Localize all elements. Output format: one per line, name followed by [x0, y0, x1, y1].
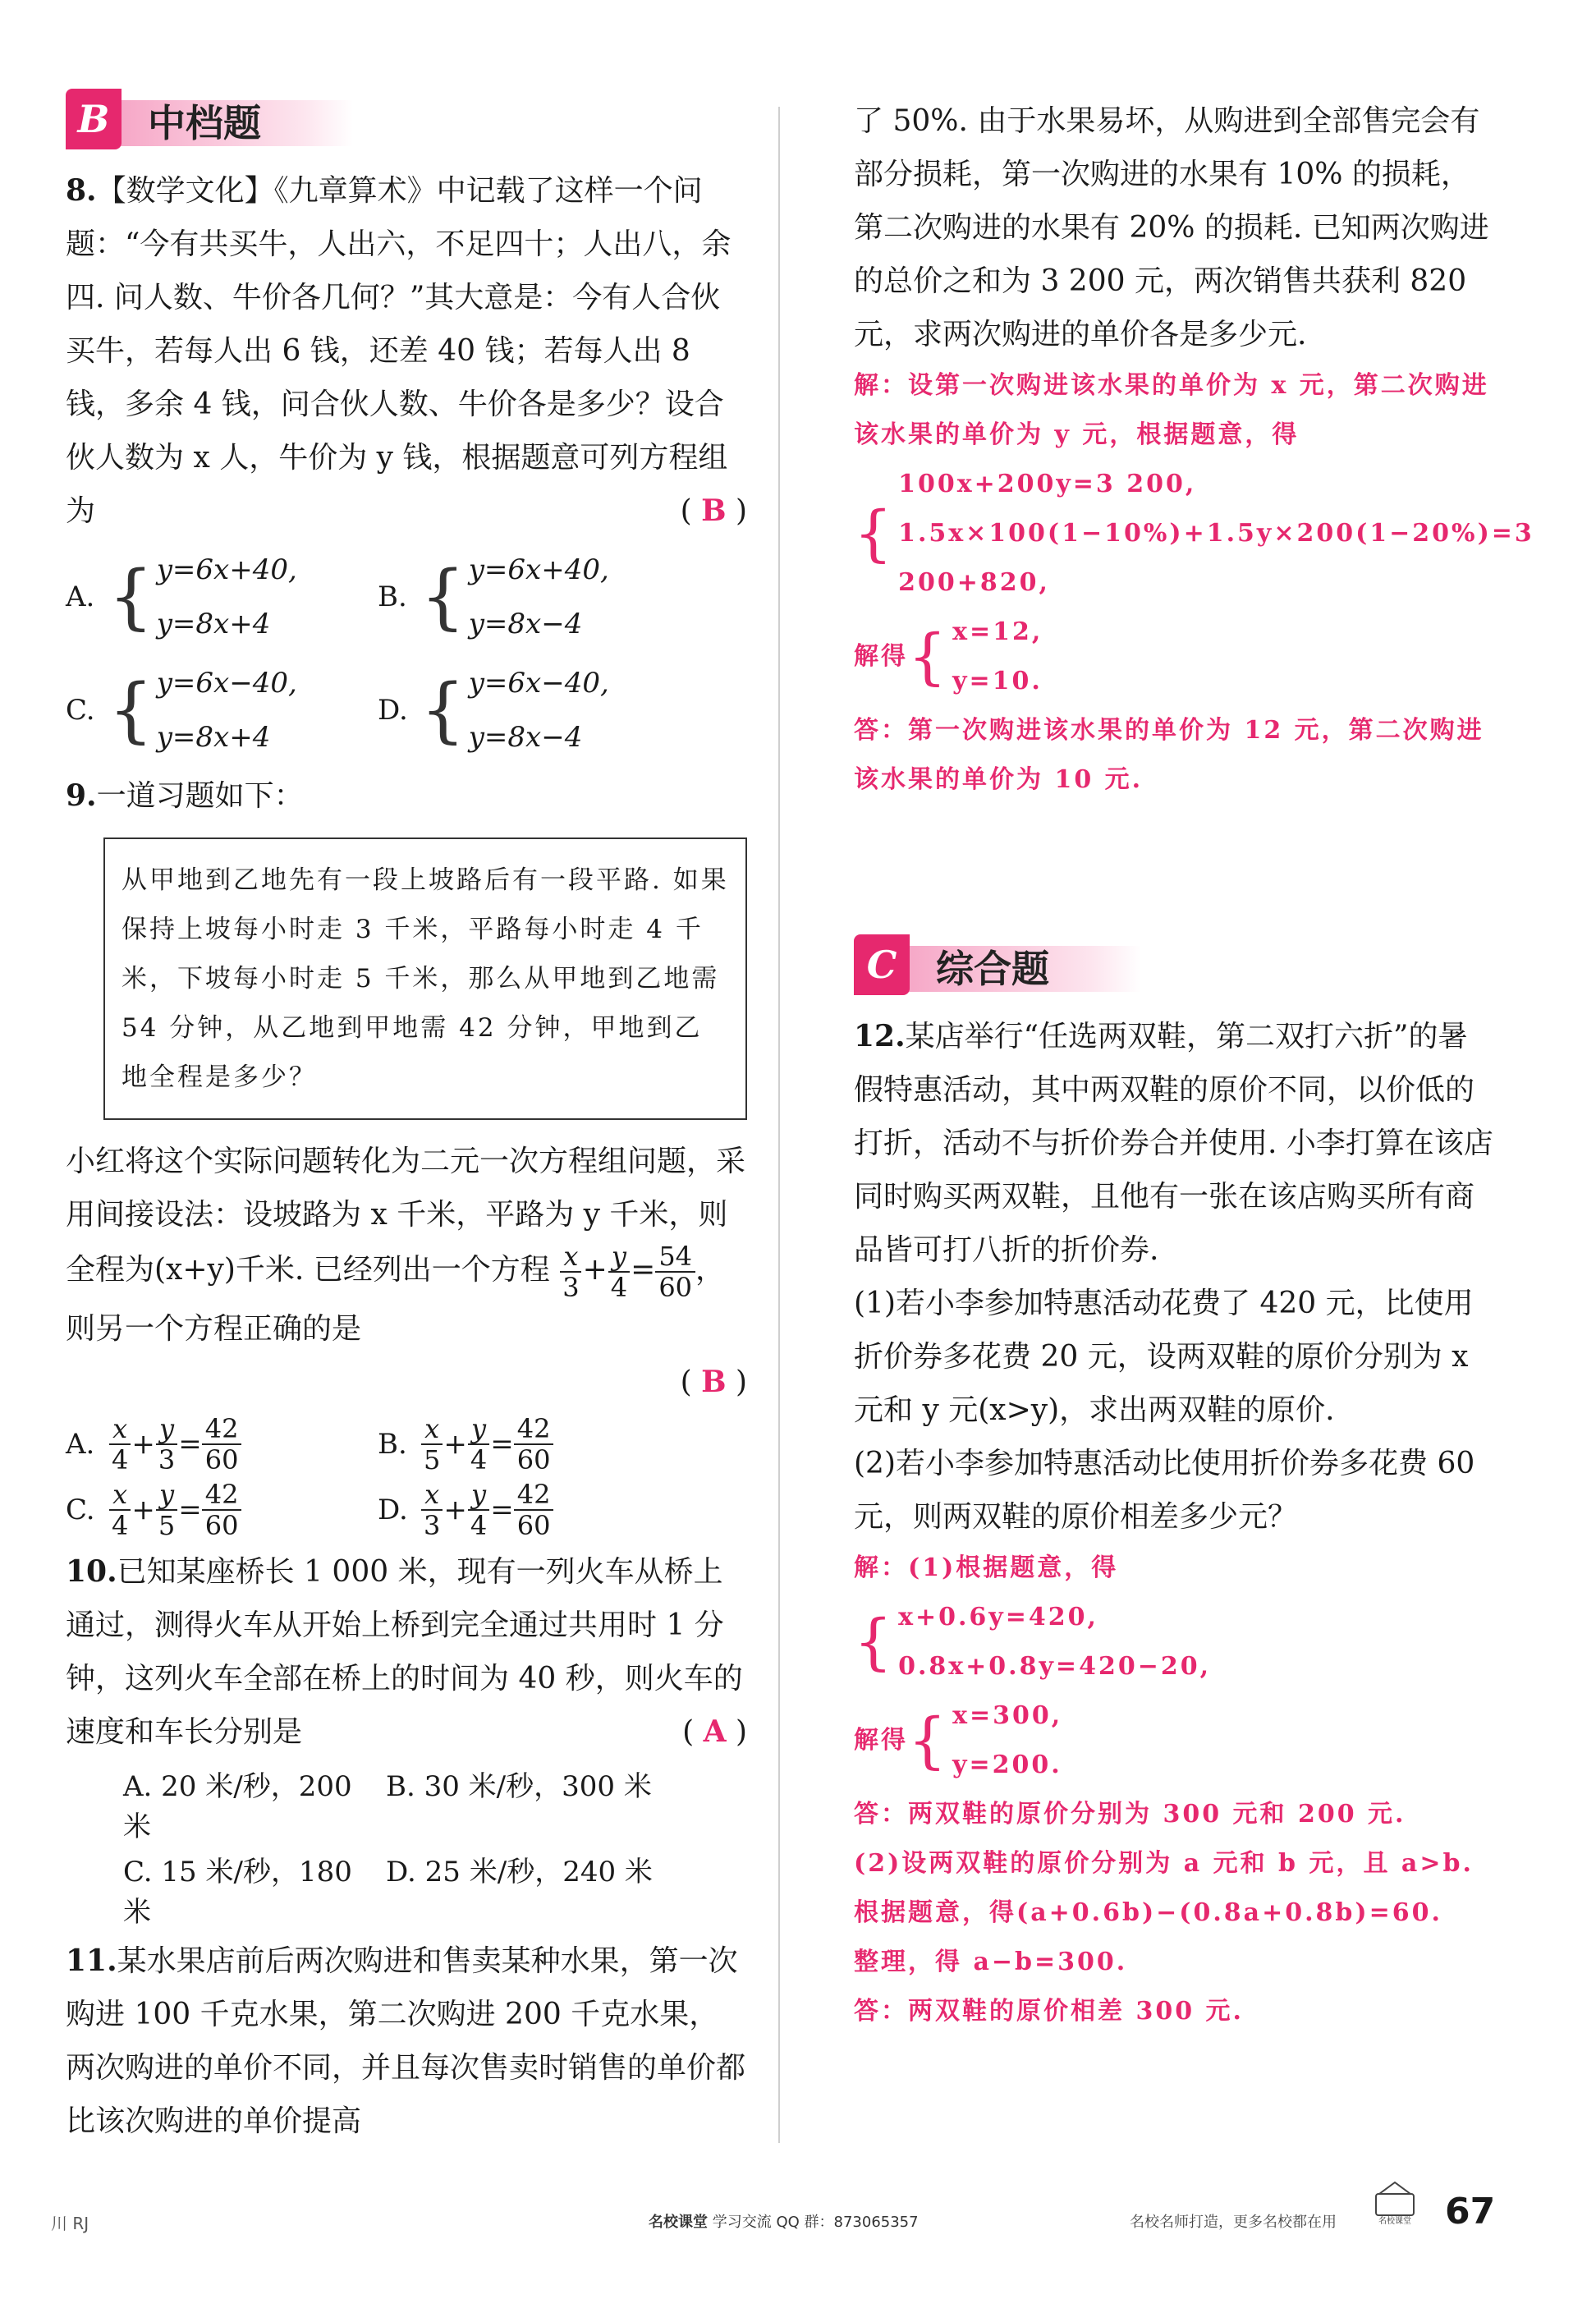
question-8-option-d[interactable] [378, 656, 690, 764]
fraction: $\frac{x}{5}$ [420, 1414, 443, 1475]
column-divider [778, 107, 780, 2143]
solution-answer-2: 答：两双鞋的原价相差 300 元. [854, 1997, 1244, 2026]
solution-part-2-equation: 根据题意，得(a+0.6b)−(0.8a+0.8b)=60. [854, 1898, 1442, 1927]
solution-part-2-simplify: 整理，得 a−b=300. [854, 1948, 1128, 1976]
fraction: $\frac{54}{60}$ [655, 1241, 695, 1302]
solution-part-2-setup: (2)设两双鞋的原价分别为 a 元和 b 元，且 a>b. [854, 1849, 1474, 1878]
question-10-option-d[interactable]: D. 25 米/秒，240 米 [386, 1856, 653, 1888]
question-11-solution [854, 361, 1534, 805]
question-9-option-d[interactable]: D. $\frac{x}{3}$ + $\frac{y}{4}$ = $\frac{42}{60}$ [378, 1480, 690, 1540]
question-9-problem-box: 从甲地到乙地先有一段上坡路后有一段平路. 如果保持上坡每小时走 3 千米，平路每小时走 4 千米，下坡每小时走 5 千米，那么从甲地到乙地需 54 分钟，从乙地到甲地需 42 分钟，甲地到乙地全程是多少？ [103, 837, 747, 1120]
question-10-options-row-1 [66, 1764, 747, 1844]
question-10-option-b[interactable]: B. 30 米/秒，300 米 [386, 1770, 652, 1803]
question-9-text-2: ，则另一个方程正确的是 [66, 1253, 726, 1346]
page-number: 67 [1445, 2191, 1496, 2233]
question-10-answer-paren: ( A ) [682, 1714, 747, 1749]
solution-system [854, 1593, 1494, 1691]
brand-logo-icon [1369, 2177, 1420, 2225]
option-label: B. [378, 1428, 407, 1461]
question-8-option-b[interactable] [378, 543, 690, 651]
equation: 1.5x×100(1−10%)+1.5y×200(1−20%)=3 200+820, [898, 519, 1534, 597]
equation: x+0.6y=420, [898, 1603, 1098, 1631]
question-8-answer-paren: ( B ) [680, 493, 747, 528]
question-10-number: 10. [66, 1554, 117, 1589]
equation: y=6x−40, [156, 667, 297, 700]
fraction: $\frac{42}{60}$ [202, 1480, 242, 1540]
fraction: $\frac{x}{4}$ [108, 1480, 131, 1540]
equation: x=12, [952, 617, 1043, 646]
solved-label: 解得 [854, 1726, 908, 1755]
option-label: C. [66, 694, 95, 727]
equation: y=6x+40, [156, 553, 297, 586]
fraction: $\frac{42}{60}$ [202, 1414, 242, 1475]
solution-answer-1: 答：两双鞋的原价分别为 300 元和 200 元. [854, 1800, 1406, 1829]
question-11-continued: 了 50%. 由于水果易坏，从购进到全部售完会有部分损耗，第一次购进的水果有 10% 的损耗，第二次购进的水果有 20% 的损耗. 已知两次购进的总价之和为 3 200 元，两次销售共获利 820 元，求两次购进的单价各是多少元. [854, 104, 1489, 351]
solution-setup: 解：设第一次购进该水果的单价为 x 元，第二次购进该水果的单价为 y 元，根据题意，得 [854, 371, 1489, 449]
question-9-answer-line: ( B ) [680, 1365, 747, 1399]
question-8-options-row-2 [66, 656, 747, 764]
option-label: A. [66, 1428, 95, 1461]
section-c-header [854, 928, 1494, 1002]
question-10-option-c[interactable]: C. 15 米/秒，180 米 [123, 1856, 352, 1929]
question-8 [66, 164, 747, 538]
question-9-body: 小红将这个实际问题转化为二元一次方程组问题，采用间接设法：设坡路为 x 千米，平路为 y 千米，则全程为(x+y)千米. 已经列出一个方程 $\frac{x}{3}$ + $\frac{y}{4}$ = $\frac{54}{60}$ ，则另一个方程正确的是 [66, 1145, 746, 1346]
solution-result [854, 1691, 1494, 1790]
logo-text: 名校课堂 [1378, 2217, 1411, 2225]
section-c-badge: C [854, 934, 910, 995]
question-10-answer: A [703, 1714, 727, 1749]
footer-edition: 川 RJ [51, 2214, 89, 2233]
question-8-text: 【数学文化】《九章算术》中记载了这样一个问题：“今有共买牛，人出六，不足四十；人出八，余四. 问人数、牛价各几何？”其大意是：今有人合伙买牛，若每人出 6 钱，还差 40 钱；若每人出 8 钱，多余 4 钱，问合伙人数、牛价各是多少？设合伙人数为 x 人，牛价为 y 钱，根据题意可列方程组为 [66, 174, 732, 528]
solution-setup: 解：(1)根据题意，得 [854, 1553, 1119, 1582]
fraction: $\frac{y}{3}$ [155, 1414, 178, 1475]
question-12-part-2: (2)若小李参加特惠活动比使用折价券多花费 60 元，则两双鞋的原价相差多少元？ [854, 1447, 1475, 1534]
question-8-number: 8. [66, 173, 97, 208]
footer-brand: 名校课堂 [649, 2214, 708, 2231]
question-8-options-row-1 [66, 543, 747, 651]
question-9-number: 9. [66, 778, 97, 813]
question-12-part-1: (1)若小李参加特惠活动花费了 420 元，比使用折价券多花费 20 元，设两双鞋的原价分别为 x 元和 y 元(x>y)，求出两双鞋的原价. [854, 1287, 1474, 1427]
brace-icon: { [908, 622, 950, 692]
option-label: B. [378, 580, 407, 613]
section-b-badge: B [66, 89, 122, 149]
brace-icon: { [854, 498, 896, 569]
footer-slogan: 名校名师打造，更多名校都在用 [1130, 2214, 1337, 2231]
solution-result [854, 608, 1494, 706]
question-9-option-b[interactable]: B. $\frac{x}{5}$ + $\frac{y}{4}$ = $\frac{42}{60}$ [378, 1414, 690, 1475]
brace-icon: { [108, 556, 154, 638]
question-10-options-row-2 [66, 1849, 747, 1930]
fraction: $\frac{x}{3}$ [420, 1480, 443, 1540]
question-12-solution [854, 1544, 1494, 2036]
question-8-option-c[interactable] [66, 656, 378, 764]
section-c-title: 综合题 [936, 947, 1049, 991]
right-column [854, 94, 1534, 2036]
equation: x=300, [952, 1701, 1063, 1730]
question-8-answer: B [701, 493, 727, 528]
footer-qq [649, 2210, 919, 2232]
question-11-number: 11. [66, 1943, 117, 1978]
fraction: $\frac{y}{4}$ [608, 1241, 631, 1302]
fraction: $\frac{42}{60}$ [514, 1414, 554, 1475]
option-label: A. [66, 580, 95, 613]
fraction: $\frac{x}{4}$ [108, 1414, 131, 1475]
fraction: $\frac{x}{3}$ [559, 1241, 582, 1302]
option-label: C. [66, 1494, 95, 1526]
fraction: $\frac{y}{5}$ [155, 1480, 178, 1540]
question-9-options-row-2 [66, 1480, 747, 1540]
fraction: $\frac{y}{4}$ [467, 1414, 490, 1475]
equation: y=8x+4 [156, 608, 271, 640]
fraction: $\frac{y}{4}$ [467, 1480, 490, 1540]
question-9 [66, 769, 747, 823]
option-label: D. [378, 1494, 408, 1526]
section-b-title: 中档题 [148, 101, 261, 145]
equation: y=6x+40, [468, 553, 609, 586]
question-9-answer: B [701, 1365, 727, 1399]
question-11 [66, 1934, 747, 2148]
equation: 100x+200y=3 200, [898, 470, 1197, 498]
question-9-option-c[interactable]: C. $\frac{x}{4}$ + $\frac{y}{5}$ = $\frac{42}{60}$ [66, 1480, 378, 1540]
question-10-text: 已知某座桥长 1 000 米，现有一列火车从桥上通过，测得火车从开始上桥到完全通过共用时 1 分钟，这列火车全部在桥上的时间为 40 秒，则火车的速度和车长分别是 [66, 1555, 743, 1749]
brace-icon: { [420, 556, 466, 638]
question-9-option-a[interactable]: A. $\frac{x}{4}$ + $\frac{y}{3}$ = $\frac{42}{60}$ [66, 1414, 378, 1475]
equation: y=8x+4 [156, 721, 271, 754]
question-12-number: 12. [854, 1019, 906, 1053]
question-10 [66, 1545, 747, 1759]
section-b-header [66, 82, 747, 156]
solution-system [854, 460, 1534, 608]
left-column [66, 82, 747, 2148]
question-9-options-row-1 [66, 1414, 747, 1475]
option-label: D. [378, 694, 408, 727]
equation: y=10. [952, 667, 1043, 695]
question-12-text: 某店举行“任选两双鞋，第二双打六折”的暑假特惠活动，其中两双鞋的原价不同，以价低的打折，活动不与折价券合并使用. 小李打算在该店同时购买两双鞋，且他有一张在该店购买所有商品皆可打八折的折价券. [854, 1020, 1493, 1267]
brace-icon: { [854, 1607, 896, 1677]
question-10-option-a[interactable]: A. 20 米/秒，200 米 [123, 1770, 352, 1843]
equation: y=6x−40, [468, 667, 609, 700]
fraction: $\frac{42}{60}$ [514, 1480, 554, 1540]
question-9-intro: 一道习题如下： [96, 779, 304, 813]
brace-icon: { [908, 1705, 950, 1776]
solved-label: 解得 [854, 642, 908, 671]
equation: y=8x−4 [468, 721, 583, 754]
equation: 0.8x+0.8y=420−20, [898, 1652, 1212, 1681]
question-9-text-1: 小红将这个实际问题转化为二元一次方程组问题，采用间接设法：设坡路为 x 千米，平路为 y 千米，则全程为(x+y)千米. 已经列出一个方程 [66, 1145, 746, 1287]
equation: y=8x−4 [468, 608, 583, 640]
brace-icon: { [420, 669, 466, 751]
question-11-text-left: 某水果店前后两次购进和售卖某种水果，第一次购进 100 千克水果，第二次购进 200 千克水果，两次购进的单价不同，并且每次售卖时销售的单价都比该次购进的单价提高 [66, 1944, 746, 2138]
question-8-option-a[interactable] [66, 543, 378, 651]
footer-qq-text: 学习交流 QQ 群：873065357 [712, 2214, 919, 2231]
equation: y=200. [952, 1751, 1062, 1779]
brace-icon: { [108, 669, 154, 751]
question-12 [854, 1010, 1494, 1277]
solution-conclusion: 答：第一次购进该水果的单价为 12 元，第二次购进该水果的单价为 10 元. [854, 716, 1484, 794]
